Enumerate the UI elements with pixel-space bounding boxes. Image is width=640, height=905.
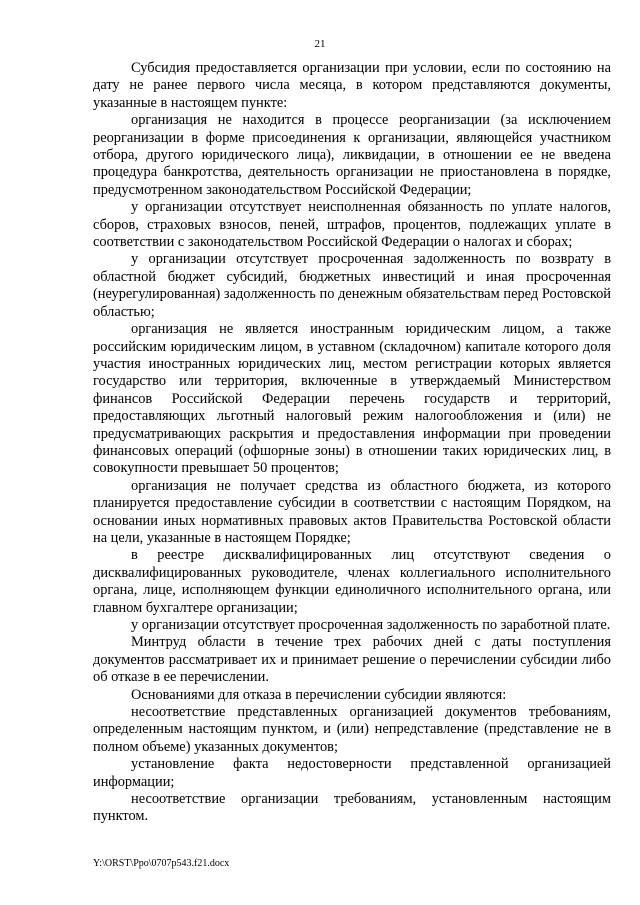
paragraph-review-procedure: Минтруд области в течение трех рабочих дней с даты поступления документов рассматривает их и принимает решение о перечислении субсидии либо об отказе в ее перечислении. <box>93 634 611 686</box>
paragraph-no-disqualified-persons: в реестре дисквалифицированных лиц отсутствуют сведения о дисквалифицированных руководителе, членах коллегиального исполнительного органа, лице, исполняющем функции единоличного исполнительного органа, или главном бухгалтере организации; <box>93 547 611 616</box>
document-body <box>93 60 611 826</box>
paragraph-refusal-noncompliant-documents: несоответствие представленных организацией документов требованиям, определенным настоящим пунктом, и (или) непредставление (представление не в полном объеме) указанных документов; <box>93 704 611 755</box>
paragraph-no-reorganization: организация не находится в процессе реорганизации (за исключением реорганизации в форме присоединения к организации, являющейся участником отбора, другого юридического лица), ликвидации, в отношении ее не введена процедура банкротства, деятельность организации не приостановлена в порядке, предусмотренном законодательством Российской Федерации; <box>93 112 611 198</box>
page-number: 21 <box>314 38 326 50</box>
paragraph-refusal-requirements-not-met: несоответствие организации требованиям, установленным настоящим пунктом. <box>93 791 611 825</box>
footer-file-path: Y:\ORST\Ppo\0707p543.f21.docx <box>93 858 230 869</box>
paragraph-no-wage-arrears: у организации отсутствует просроченная задолженность по заработной плате. <box>131 617 611 633</box>
paragraph-not-foreign-entity: организация не является иностранным юридическим лицом, а также российским юридическим лицом, в уставном (складочном) капитале которого доля участия иностранных юридических лиц, местом регистрации которых является государство или территория, включенные в утверждаемый Министерством финансов Российской Федерации перечень государств и территорий, предоставляющих льготный налоговый режим налогообложения и (или) не предусматривающих раскрытия и предоставления информации при проведении финансовых операций (офшорные зоны) в отношении таких юридических лиц, в совокупности превышает 50 процентов; <box>93 321 611 477</box>
paragraph-no-tax-debt: у организации отсутствует неисполненная обязанность по уплате налогов, сборов, страховых взносов, пеней, штрафов, процентов, подлежащих уплате в соответствии с законодательством Российской Федерации о налогах и сборах; <box>93 199 611 251</box>
paragraph-no-overdue-debt: у организации отсутствует просроченная задолженность по возврату в областной бюджет субсидий, бюджетных инвестиций и иная просроченная (неурегулированная) задолженность по денежным обязательствам перед Ростовской областью; <box>93 251 611 320</box>
paragraph-refusal-false-information: установление факта недостоверности представленной организацией информации; <box>93 756 611 790</box>
paragraph-subsidy-conditions: Субсидия предоставляется организации при условии, если по состоянию на дату не ранее первого числа месяца, в котором представляются документы, указанные в настоящем пункте: <box>93 60 611 111</box>
paragraph-no-other-funding: организация не получает средства из областного бюджета, из которого планируется предоставление субсидии в соответствии с настоящим Порядком, на основании иных нормативных правовых актов Правительства Ростовской области на цели, указанные в настоящем Порядке; <box>93 477 611 546</box>
paragraph-refusal-grounds-heading: Основаниями для отказа в перечислении субсидии являются: <box>131 686 507 703</box>
